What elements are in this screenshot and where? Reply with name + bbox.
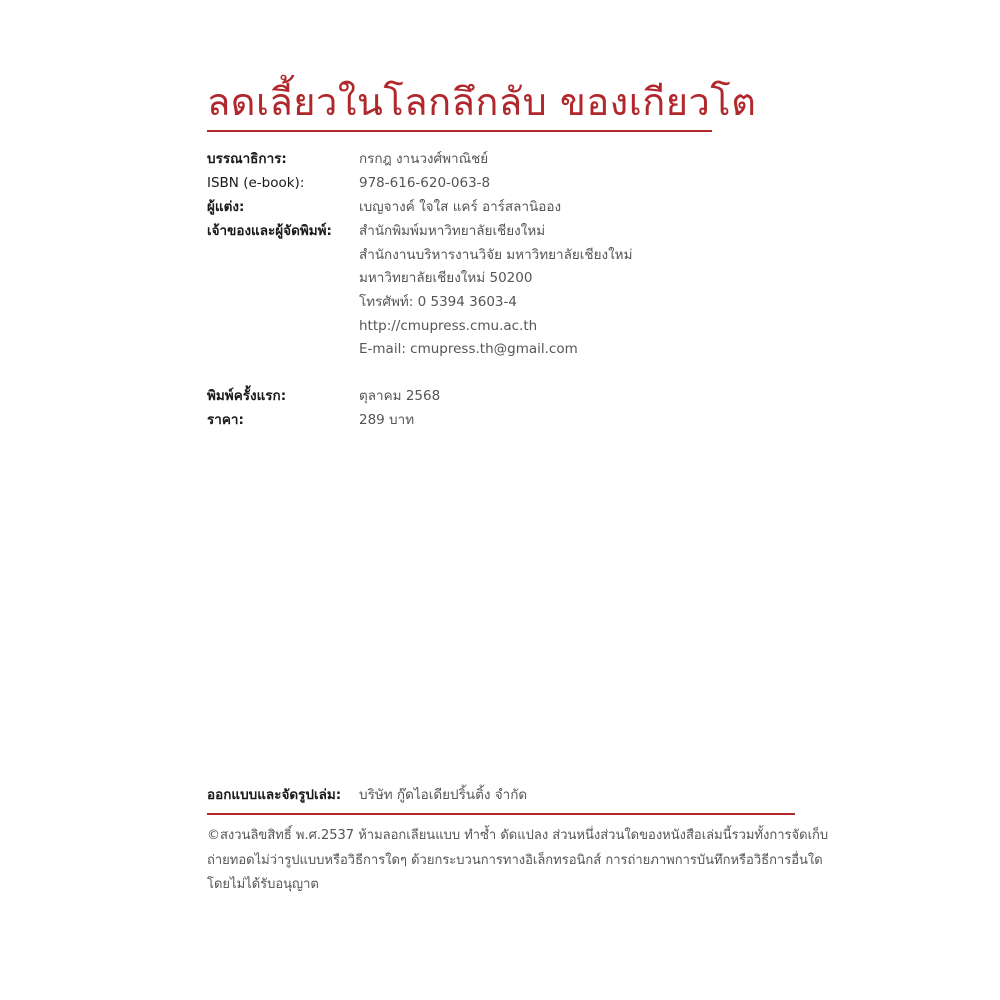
- copyright-notice: [207, 824, 829, 898]
- title-divider: [207, 130, 712, 132]
- first-print-value: ตุลาคม 2568: [359, 388, 441, 404]
- book-title: ลดเลี้ยวในโลกลึกลับ ของเกียวโต: [207, 80, 757, 124]
- copyright-divider: [207, 813, 795, 815]
- publisher-label: เจ้าของและผู้จัดพิมพ์:: [207, 223, 332, 239]
- copyright-line: โดยไม่ได้รับอนุญาต: [207, 877, 319, 892]
- first-print-row: [207, 384, 440, 408]
- publisher-line: มหาวิทยาลัยเชียงใหม่ 50200: [359, 270, 533, 287]
- design-value: บริษัท กู๊ดไอเดียปริ้นติ้ง จำกัด: [359, 787, 528, 803]
- isbn-label: ISBN (e-book):: [207, 175, 305, 191]
- editor-row: [207, 147, 488, 171]
- price-label: ราคา:: [207, 412, 244, 428]
- publisher-details: [359, 220, 632, 362]
- price-value: 289 บาท: [359, 412, 415, 428]
- editor-value: กรกฎ งานวงศ์พาณิชย์: [359, 151, 489, 167]
- isbn-row: [207, 171, 490, 195]
- first-print-label: พิมพ์ครั้งแรก:: [207, 388, 287, 404]
- design-label: ออกแบบและจัดรูปเล่ม:: [207, 787, 342, 803]
- copyright-line: ถ่ายทอดไม่ว่ารูปแบบหรือวิธีการใดๆ ด้วยกระบวนการทางอิเล็กทรอนิกส์ การถ่ายภาพการบันทึกหรือวิธีการอื่นใด: [207, 852, 823, 868]
- publisher-line: สำนักงานบริหารงานวิจัย มหาวิทยาลัยเชียงใหม่: [359, 246, 633, 263]
- publisher-phone: โทรศัพท์: 0 5394 3603-4: [359, 294, 517, 311]
- isbn-value: 978-616-620-063-8: [359, 175, 491, 191]
- publisher-row: [207, 219, 359, 243]
- editor-label: บรรณาธิการ:: [207, 151, 287, 167]
- design-row: [207, 783, 527, 807]
- publisher-line: สำนักพิมพ์มหาวิทยาลัยเชียงใหม่: [359, 223, 546, 239]
- price-row: [207, 408, 414, 432]
- author-value: เบญจางค์ ใจใส แคร์ อาร์สลานิออง: [359, 199, 562, 215]
- copyright-line: ©สงวนลิขสิทธิ์ พ.ศ.2537 ห้ามลอกเลียนแบบ ทำซ้ำ ดัดแปลง ส่วนหนึ่งส่วนใดของหนังสือเล่มนี้รวมทั้งการจัดเก็บ: [207, 828, 829, 843]
- author-row: [207, 195, 561, 219]
- publisher-email: E-mail: cmupress.th@gmail.com: [359, 341, 578, 358]
- author-label: ผู้แต่ง:: [207, 199, 245, 215]
- publisher-website: http://cmupress.cmu.ac.th: [359, 317, 538, 334]
